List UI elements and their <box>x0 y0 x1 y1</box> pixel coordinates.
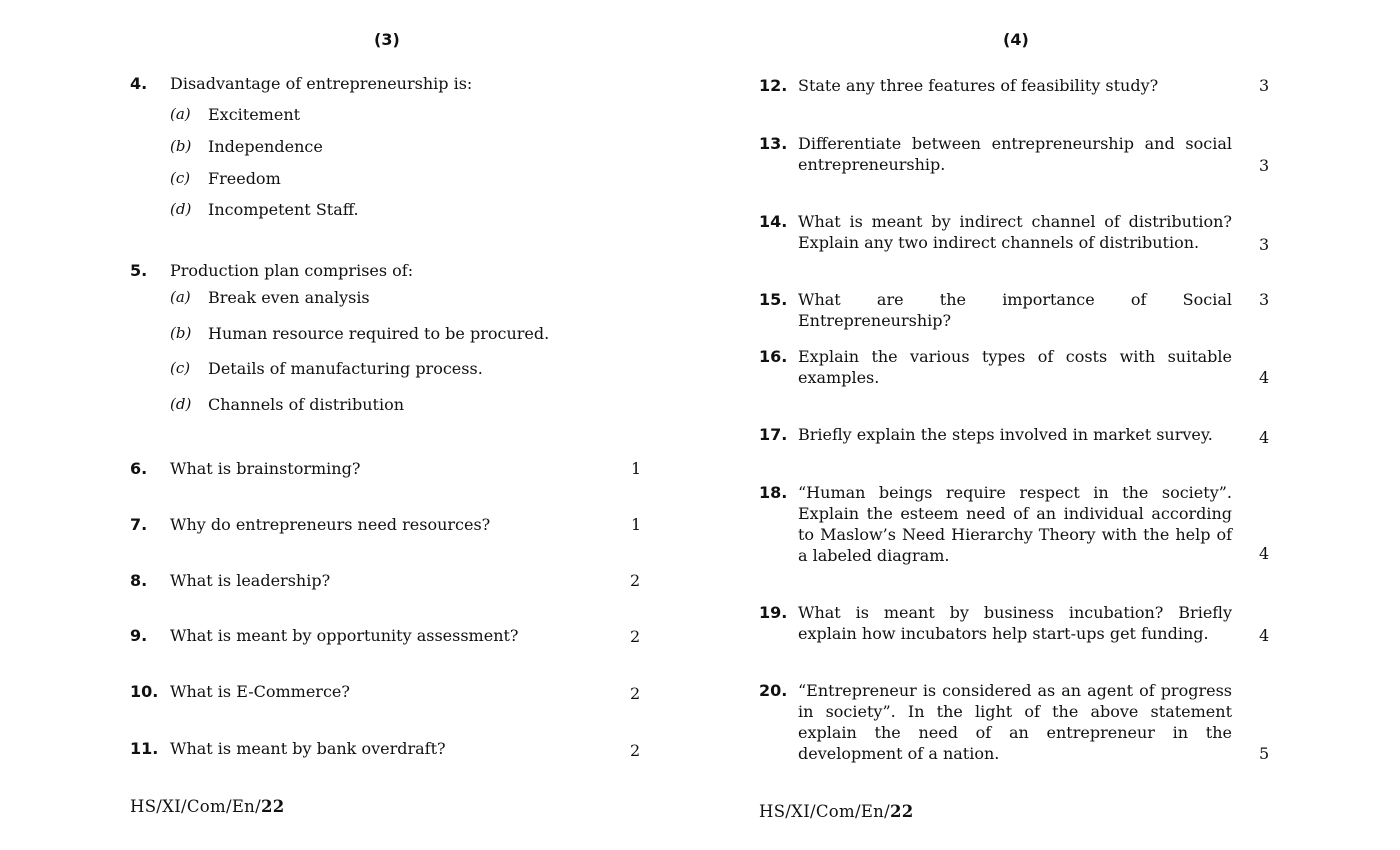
page-number-right: (4) <box>1003 30 1029 49</box>
marks: 1 <box>631 515 642 534</box>
question-17 <box>759 424 1279 446</box>
option-label: (b) <box>170 137 192 155</box>
marks: 3 <box>1259 235 1270 254</box>
question-number: 5. <box>130 261 148 280</box>
option-text: Channels of distribution <box>208 395 405 414</box>
question-16 <box>759 346 1279 390</box>
question-13 <box>759 133 1279 177</box>
option-label: (d) <box>170 200 192 218</box>
option-label: (c) <box>170 169 191 187</box>
question-number: 6. <box>130 459 148 478</box>
question-text: Why do entrepreneurs need resources? <box>170 515 491 534</box>
question-10 <box>130 681 650 703</box>
question-text: “Entrepreneur is considered as an agent of progress in society”. In the light of the above statement explain the need of an entrepreneur in the development of a nation. <box>798 681 1232 763</box>
marks: 3 <box>1259 76 1270 95</box>
marks: 2 <box>630 741 641 760</box>
marks: 2 <box>630 571 641 590</box>
question-number: 16. <box>759 347 788 366</box>
option-text: Human resource required to be procured. <box>208 324 550 343</box>
question-text: “Human beings require respect in the society”. Explain the esteem need of an individual according to Maslow’s Need Hierarchy Theory with the help of a labeled diagram. <box>798 483 1232 565</box>
marks: 3 <box>1259 156 1270 175</box>
question-number: 20. <box>759 681 788 700</box>
question-text: What is meant by business incubation? Briefly explain how incubators help start-ups get funding. <box>798 603 1232 643</box>
option-text: Break even analysis <box>208 288 370 307</box>
option-label: (a) <box>170 288 191 306</box>
question-number: 11. <box>130 739 159 758</box>
marks: 1 <box>631 459 642 478</box>
question-number: 17. <box>759 425 788 444</box>
question-text: What is E-Commerce? <box>170 682 350 701</box>
option-text: Independence <box>208 137 323 156</box>
question-text: What is meant by indirect channel of distribution? Explain any two indirect channels of distribution. <box>798 212 1232 252</box>
question-text: Production plan comprises of: <box>170 261 414 280</box>
question-text: Disadvantage of entrepreneurship is: <box>170 74 473 93</box>
footer-code-right <box>759 802 914 821</box>
question-number: 4. <box>130 74 148 93</box>
marks: 4 <box>1259 428 1270 447</box>
footer-prefix: HS/XI/Com/En/ <box>759 802 890 821</box>
option-text: Freedom <box>208 169 281 188</box>
marks: 4 <box>1259 368 1270 387</box>
question-text: What is leadership? <box>170 571 331 590</box>
question-number: 13. <box>759 134 788 153</box>
question-number: 19. <box>759 603 788 622</box>
question-number: 15. <box>759 290 788 309</box>
question-number: 9. <box>130 626 148 645</box>
question-19 <box>759 602 1279 646</box>
question-18 <box>759 482 1279 570</box>
question-11 <box>130 738 650 760</box>
question-9 <box>130 625 650 647</box>
question-number: 7. <box>130 515 148 534</box>
question-14 <box>759 211 1279 255</box>
question-7 <box>130 514 650 536</box>
option-text: Details of manufacturing process. <box>208 359 483 378</box>
marks: 2 <box>630 627 641 646</box>
question-text: What are the importance of Social Entrepreneurship? <box>798 290 1232 330</box>
question-text: Differentiate between entrepreneurship and social entrepreneurship. <box>798 134 1232 174</box>
question-20 <box>759 680 1279 768</box>
marks: 5 <box>1259 744 1270 763</box>
question-6 <box>130 458 650 480</box>
marks: 4 <box>1259 544 1270 563</box>
question-text: Briefly explain the steps involved in market survey. <box>798 425 1213 444</box>
marks: 4 <box>1259 626 1270 645</box>
footer-number: 22 <box>260 797 285 816</box>
option-text: Excitement <box>208 105 301 124</box>
question-8 <box>130 570 650 592</box>
option-label: (d) <box>170 395 192 413</box>
page-number-left: (3) <box>374 30 400 49</box>
question-12 <box>759 75 1279 97</box>
question-number: 8. <box>130 571 148 590</box>
question-text: What is meant by bank overdraft? <box>170 739 446 758</box>
option-text: Incompetent Staff. <box>208 200 359 219</box>
question-text: Explain the various types of costs with suitable examples. <box>798 347 1232 387</box>
question-number: 14. <box>759 212 788 231</box>
footer-code-left <box>130 797 285 816</box>
question-number: 10. <box>130 682 159 701</box>
question-text: What is meant by opportunity assessment? <box>170 626 519 645</box>
option-label: (a) <box>170 105 191 123</box>
question-number: 12. <box>759 76 788 95</box>
footer-prefix: HS/XI/Com/En/ <box>130 797 261 816</box>
question-text: State any three features of feasibility study? <box>798 76 1159 95</box>
footer-number: 22 <box>889 802 914 821</box>
option-label: (b) <box>170 324 192 342</box>
question-text: What is brainstorming? <box>170 459 361 478</box>
marks: 3 <box>1259 290 1270 309</box>
marks: 2 <box>630 684 641 703</box>
question-number: 18. <box>759 483 788 502</box>
option-label: (c) <box>170 359 191 377</box>
question-15 <box>759 289 1279 330</box>
